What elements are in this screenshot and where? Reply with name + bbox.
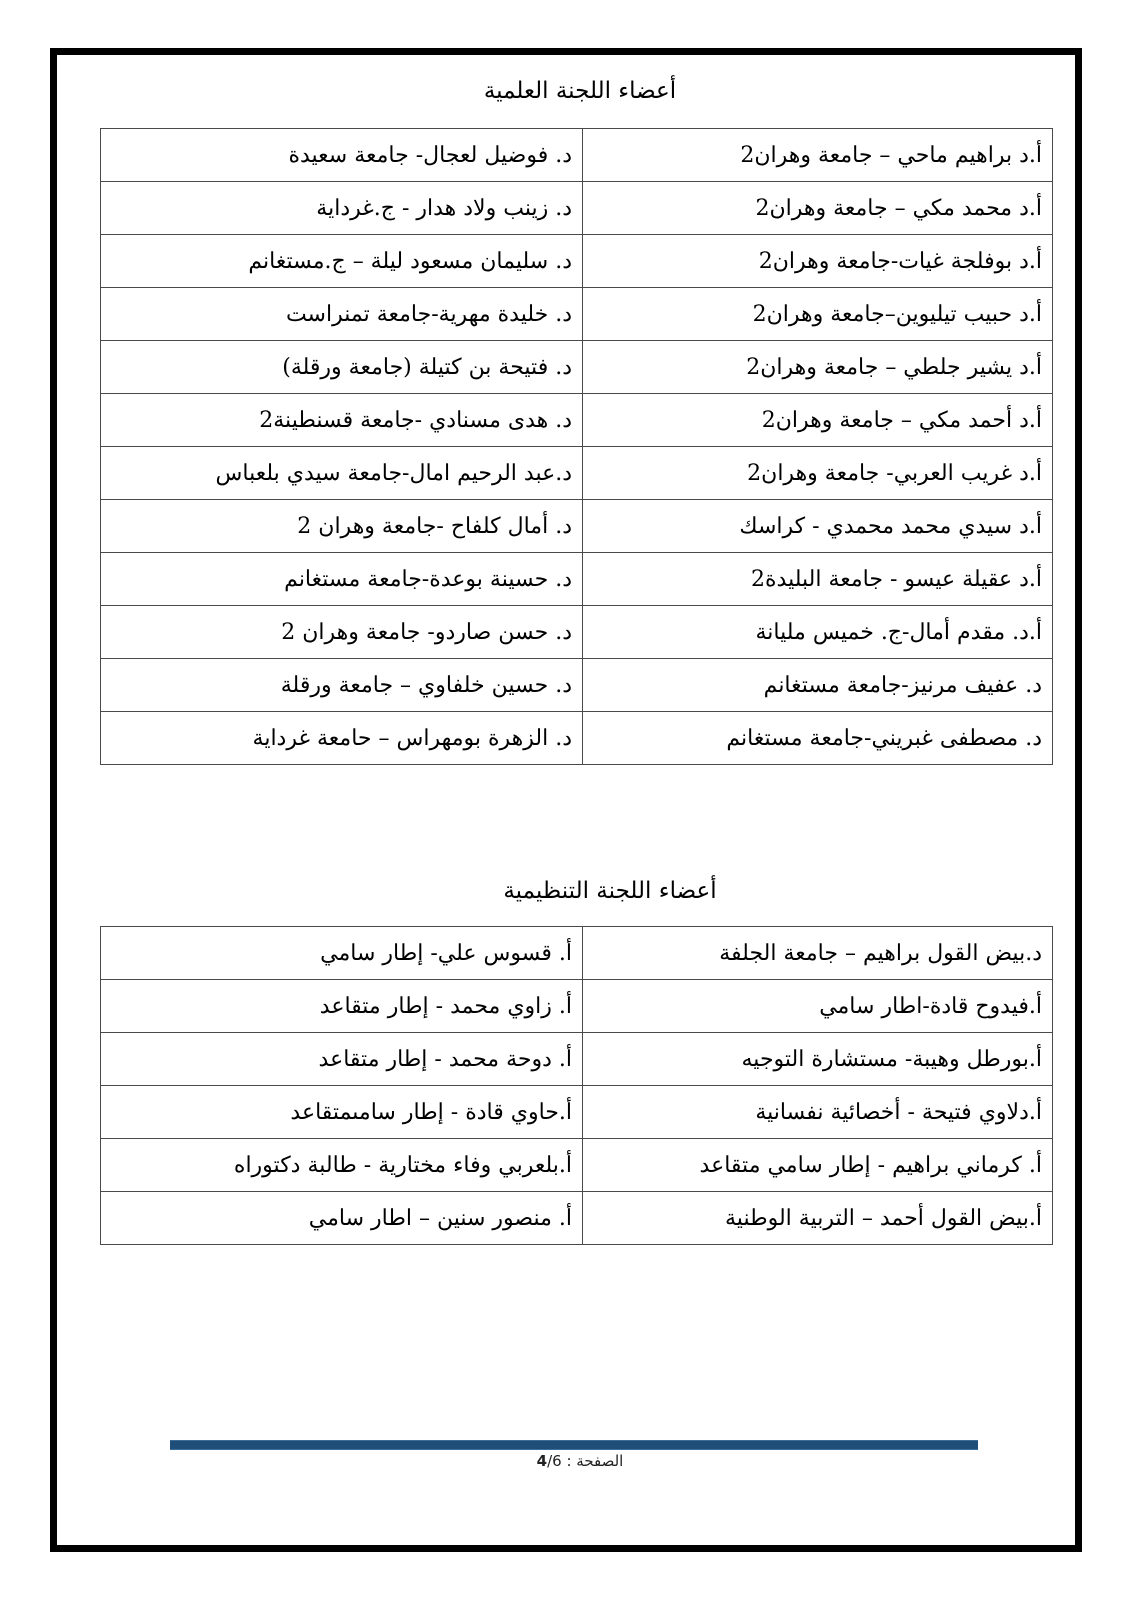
organizing-committee-title: أعضاء اللجنة التنظيمية — [503, 878, 717, 904]
member-cell: د. مصطفى غبريني-جامعة مستغانم — [583, 712, 1053, 765]
table-row — [101, 712, 1053, 765]
member-cell: د. خليدة مهرية-جامعة تمنراست — [101, 288, 583, 341]
member-cell: د. حسين خلفاوي – جامعة ورقلة — [101, 659, 583, 712]
table-row — [101, 394, 1053, 447]
member-cell: أ.حاوي قادة - إطار سامىمتقاعد — [101, 1086, 583, 1139]
member-cell: أ. قسوس علي- إطار سامي — [101, 927, 583, 980]
member-cell: أ. دوحة محمد - إطار متقاعد — [101, 1033, 583, 1086]
table-row — [101, 1086, 1053, 1139]
table-row — [101, 1192, 1053, 1245]
member-cell: د. زينب ولاد هدار - ج.غرداية — [101, 182, 583, 235]
member-cell: د.بيض القول براهيم – جامعة الجلفة — [583, 927, 1053, 980]
table-row — [101, 980, 1053, 1033]
member-cell: أ.د بوفلجة غيات-جامعة وهران2 — [583, 235, 1053, 288]
table-row — [101, 182, 1053, 235]
member-cell: د. عفيف مرنيز-جامعة مستغانم — [583, 659, 1053, 712]
table-row — [101, 1033, 1053, 1086]
member-cell: أ.بورطل وهيبة- مستشارة التوجيه — [583, 1033, 1053, 1086]
member-cell: أ.بلعربي وفاء مختارية - طالبة دكتوراه — [101, 1139, 583, 1192]
page-label: الصفحة : — [566, 1452, 624, 1470]
scientific-committee-table — [100, 128, 1053, 765]
table-row — [101, 927, 1053, 980]
member-cell: أ.د محمد مكي – جامعة وهران2 — [583, 182, 1053, 235]
member-cell: د. الزهرة بومهراس – حامعة غرداية — [101, 712, 583, 765]
member-cell: أ.د يشير جلطي – جامعة وهران2 — [583, 341, 1053, 394]
table-row — [101, 235, 1053, 288]
member-cell: أ.د عقيلة عيسو - جامعة البليدة2 — [583, 553, 1053, 606]
member-cell: أ.فيدوح قادة-اطار سامي — [583, 980, 1053, 1033]
table-row — [101, 606, 1053, 659]
table-row — [101, 129, 1053, 182]
member-cell: أ. كرماني براهيم - إطار سامي متقاعد — [583, 1139, 1053, 1192]
page-total: /6 — [547, 1452, 562, 1470]
member-cell: أ. منصور سنين – اطار سامي — [101, 1192, 583, 1245]
member-cell: د. سليمان مسعود ليلة – ج.مستغانم — [101, 235, 583, 288]
member-cell: أ.دلاوي فتيحة - أخصائية نفسانية — [583, 1086, 1053, 1139]
member-cell: د. أمال كلفاح -جامعة وهران 2 — [101, 500, 583, 553]
table-row — [101, 288, 1053, 341]
member-cell: د. حسينة بوعدة-جامعة مستغانم — [101, 553, 583, 606]
member-cell: د. فتيحة بن كتيلة (جامعة ورقلة) — [101, 341, 583, 394]
table-row — [101, 500, 1053, 553]
table-row — [101, 553, 1053, 606]
member-cell: أ. زاوي محمد - إطار متقاعد — [101, 980, 583, 1033]
member-cell: د.عبد الرحيم امال-جامعة سيدي بلعباس — [101, 447, 583, 500]
member-cell: د. حسن صاردو- جامعة وهران 2 — [101, 606, 583, 659]
table-row — [101, 447, 1053, 500]
table-row — [101, 1139, 1053, 1192]
table-row — [101, 659, 1053, 712]
member-cell: أ.د سيدي محمد محمدي - كراسك — [583, 500, 1053, 553]
member-cell: أ.د. مقدم أمال-ج. خميس مليانة — [583, 606, 1053, 659]
member-cell: د. هدى مسنادي -جامعة قسنطينة2 — [101, 394, 583, 447]
organizing-committee-table — [100, 926, 1053, 1245]
table-row — [101, 341, 1053, 394]
member-cell: د. فوضيل لعجال- جامعة سعيدة — [101, 129, 583, 182]
scientific-committee-title: أعضاء اللجنة العلمية — [483, 78, 677, 104]
member-cell: أ.د حبيب تيليوين–جامعة وهران2 — [583, 288, 1053, 341]
member-cell: أ.د غريب العربي- جامعة وهران2 — [583, 447, 1053, 500]
page-current: 4 — [536, 1452, 548, 1470]
page-number — [430, 1452, 730, 1470]
footer-rule — [170, 1440, 978, 1450]
member-cell: أ.بيض القول أحمد – التربية الوطنية — [583, 1192, 1053, 1245]
member-cell: أ.د أحمد مكي – جامعة وهران2 — [583, 394, 1053, 447]
member-cell: أ.د براهيم ماحي – جامعة وهران2 — [583, 129, 1053, 182]
